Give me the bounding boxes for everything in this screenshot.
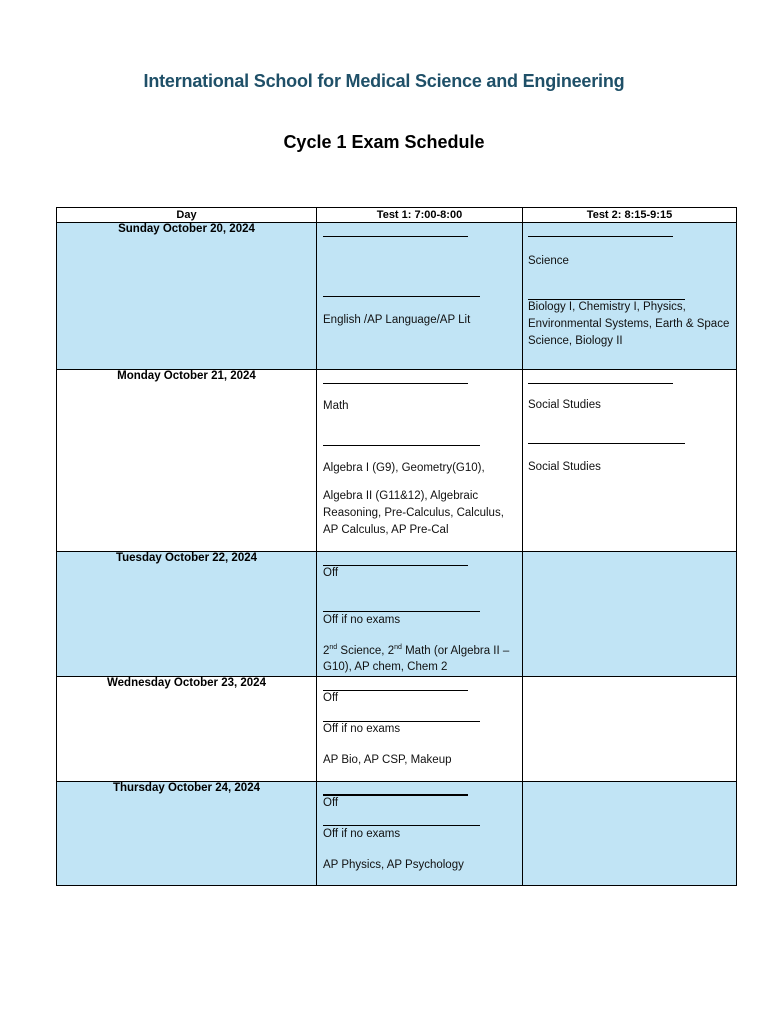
test2-subject: Science xyxy=(528,255,569,267)
table-row xyxy=(57,223,737,370)
test1-off-if-no-exams: Off if no exams xyxy=(323,723,401,735)
table-row xyxy=(57,782,737,886)
day-cell: Wednesday October 23, 2024 xyxy=(57,677,317,782)
table-header-row xyxy=(57,208,737,223)
test2-cell xyxy=(523,223,737,370)
underline xyxy=(323,445,480,446)
school-name: International School for Medical Science and Engineering xyxy=(143,71,625,91)
text-part: 2 xyxy=(323,645,330,657)
test1-off: Off xyxy=(323,567,339,579)
test2-cell xyxy=(523,677,737,782)
test2-subject: Social Studies xyxy=(528,399,601,411)
test1-off: Off xyxy=(323,797,339,809)
superscript: nd xyxy=(329,644,338,652)
day-cell: Sunday October 20, 2024 xyxy=(57,223,317,370)
column-header-test2: Test 2: 8:15-9:15 xyxy=(523,208,737,223)
test2-cell xyxy=(523,370,737,552)
test1-text: AP Physics, AP Psychology xyxy=(323,859,464,871)
day-cell: Thursday October 24, 2024 xyxy=(57,782,317,886)
test1-text xyxy=(323,643,518,675)
day-cell: Monday October 21, 2024 xyxy=(57,370,317,552)
test1-cell xyxy=(317,677,523,782)
underline xyxy=(323,296,480,297)
test1-text: Algebra II (G11&12), Algebraic Reasoning, Pre-Calculus, Calculus, AP Calculus, AP Pre-Cal xyxy=(323,490,504,536)
test1-text: AP Bio, AP CSP, Makeup xyxy=(323,754,452,766)
test2-text: Biology I, Chemistry I, Physics, Environmental Systems, Earth & Space Science, Biology II xyxy=(528,301,730,347)
test2-cell xyxy=(523,782,737,886)
test1-off: Off xyxy=(323,692,339,704)
test1-cell xyxy=(317,223,523,370)
test1-cell xyxy=(317,782,523,886)
underline xyxy=(528,236,673,237)
test1-text: English /AP Language/AP Lit xyxy=(323,314,471,326)
table-row xyxy=(57,552,737,677)
underline xyxy=(323,383,468,384)
page-title: Cycle 1 Exam Schedule xyxy=(283,132,485,152)
test1-off-if-no-exams: Off if no exams xyxy=(323,614,401,626)
test1-subject: Math xyxy=(323,400,349,412)
table-row xyxy=(57,370,737,552)
underline xyxy=(528,443,685,444)
test1-text: Algebra I (G9), Geometry(G10), xyxy=(323,462,485,474)
test2-cell xyxy=(523,552,737,677)
text-part: Science, 2 xyxy=(337,645,395,657)
test2-text: Social Studies xyxy=(528,461,601,473)
column-header-day: Day xyxy=(57,208,317,223)
test1-cell xyxy=(317,552,523,677)
exam-schedule-table xyxy=(56,207,737,886)
table-row xyxy=(57,677,737,782)
test1-off-if-no-exams: Off if no exams xyxy=(323,828,401,840)
day-cell: Tuesday October 22, 2024 xyxy=(57,552,317,677)
superscript: nd xyxy=(394,644,402,652)
underline xyxy=(528,383,673,384)
underline xyxy=(323,236,468,237)
column-header-test1: Test 1: 7:00-8:00 xyxy=(317,208,523,223)
text-part: Math (or Algebra II – G10), AP chem, Chem 2 xyxy=(323,645,510,673)
test1-cell xyxy=(317,370,523,552)
